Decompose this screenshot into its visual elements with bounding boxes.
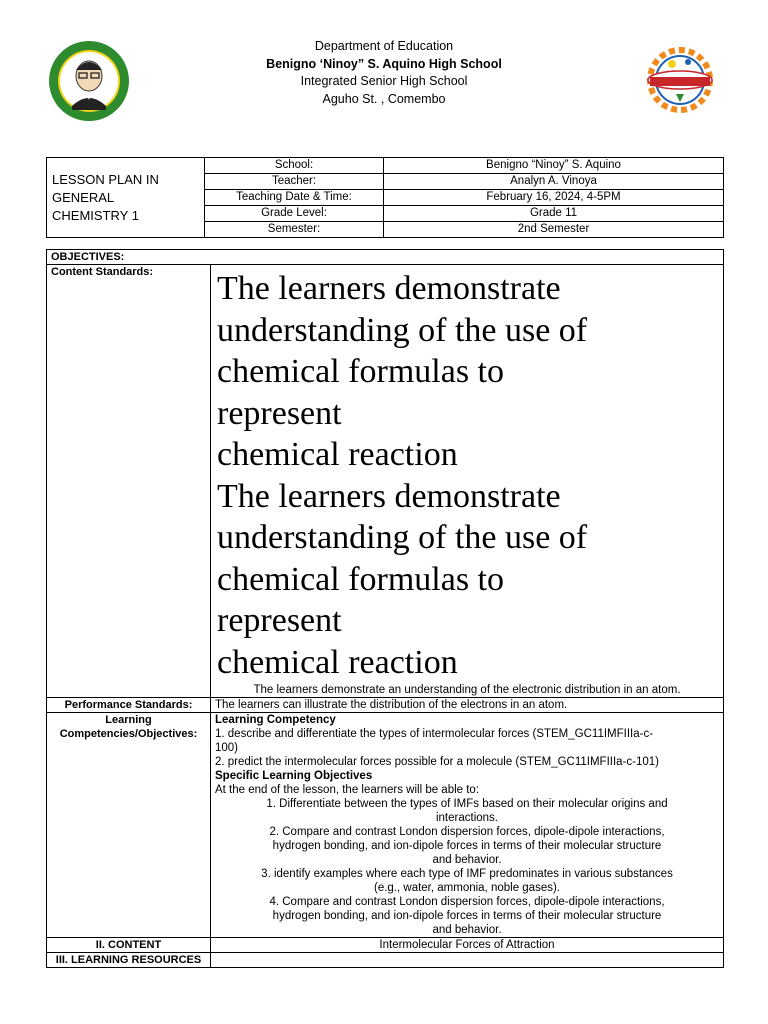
school-address: Aguho St. , Comembo <box>322 91 446 106</box>
school-label: School: <box>205 158 384 174</box>
school-header <box>0 38 768 108</box>
specific-objectives-heading: Specific Learning Objectives <box>215 770 373 782</box>
content-standards-label: Content Standards: <box>47 265 211 698</box>
lesson-info-table <box>46 157 724 238</box>
lesson-plan-title: LESSON PLAN IN GENERAL CHEMISTRY 1 <box>47 158 205 238</box>
learning-resources-value <box>211 953 724 968</box>
objective-item: 4. Compare and contrast London dispersion forces, dipole-dipole interactions, hydrogen bonding, and ion-dipole forces in terms of their molecular structure and behavior. <box>269 896 665 936</box>
teacher-value: Analyn A. Vinoya <box>384 174 724 190</box>
lesson-plan-table <box>46 249 724 968</box>
performance-standards-text: The learners can illustrate the distribution of the electrons in an atom. <box>211 698 724 713</box>
teaching-date-value: February 16, 2024, 4-5PM <box>384 190 724 206</box>
semester-value: 2nd Semester <box>384 222 724 238</box>
teacher-label: Teacher: <box>205 174 384 190</box>
content-label: II. CONTENT <box>47 938 211 953</box>
department-name: Department of Education <box>314 39 454 53</box>
objective-item: 2. Compare and contrast London dispersion forces, dipole-dipole interactions, hydrogen bonding, and ion-dipole forces in terms of their molecular structure and behavior. <box>269 826 665 866</box>
grade-level-label: Grade Level: <box>205 206 384 222</box>
competency-item: 2. predict the intermolecular forces possible for a molecule (STEM_GC11IMFIIIa-c-101) <box>215 756 659 768</box>
objective-item: 1. Differentiate between the types of IMFs based on their molecular origins and interactions. <box>266 798 668 824</box>
content-standards-cell <box>211 265 724 698</box>
grade-level-value: Grade 11 <box>384 206 724 222</box>
competency-item: 1. describe and differentiate the types of intermolecular forces (STEM_GC11IMFIIIa-c- <box>215 728 654 740</box>
teaching-date-label: Teaching Date & Time: <box>205 190 384 206</box>
semester-label: Semester: <box>205 222 384 238</box>
competency-item-cont: 100) <box>215 742 239 754</box>
learning-resources-label: III. LEARNING RESOURCES <box>47 953 211 968</box>
content-standards-text: The learners demonstrate an understanding of the electronic distribution in an atom. <box>253 684 681 696</box>
content-value: Intermolecular Forces of Attraction <box>211 938 724 953</box>
learning-competency-heading: Learning Competency <box>215 714 336 726</box>
competencies-label: Learning Competencies/Objectives: <box>47 713 211 938</box>
school-division: Integrated Senior High School <box>300 74 468 88</box>
objectives-heading: OBJECTIVES: <box>47 250 724 265</box>
competencies-cell <box>211 713 724 938</box>
performance-standards-label: Performance Standards: <box>47 698 211 713</box>
content-standards-large-text: The learners demonstrate understanding of the use of chemical formulas to represent chemical reaction The learners demonstrate understanding of the use of chemical formulas to represent chemical reaction <box>217 270 588 681</box>
school-value: Benigno “Ninoy” S. Aquino <box>384 158 724 174</box>
specific-objectives-intro: At the end of the lesson, the learners will be able to: <box>215 784 480 796</box>
school-name: Benigno ‘Ninoy” S. Aquino High School <box>266 56 502 71</box>
objective-item: 3. identify examples where each type of IMF predominates in various substances (e.g., water, ammonia, noble gases). <box>261 868 673 894</box>
